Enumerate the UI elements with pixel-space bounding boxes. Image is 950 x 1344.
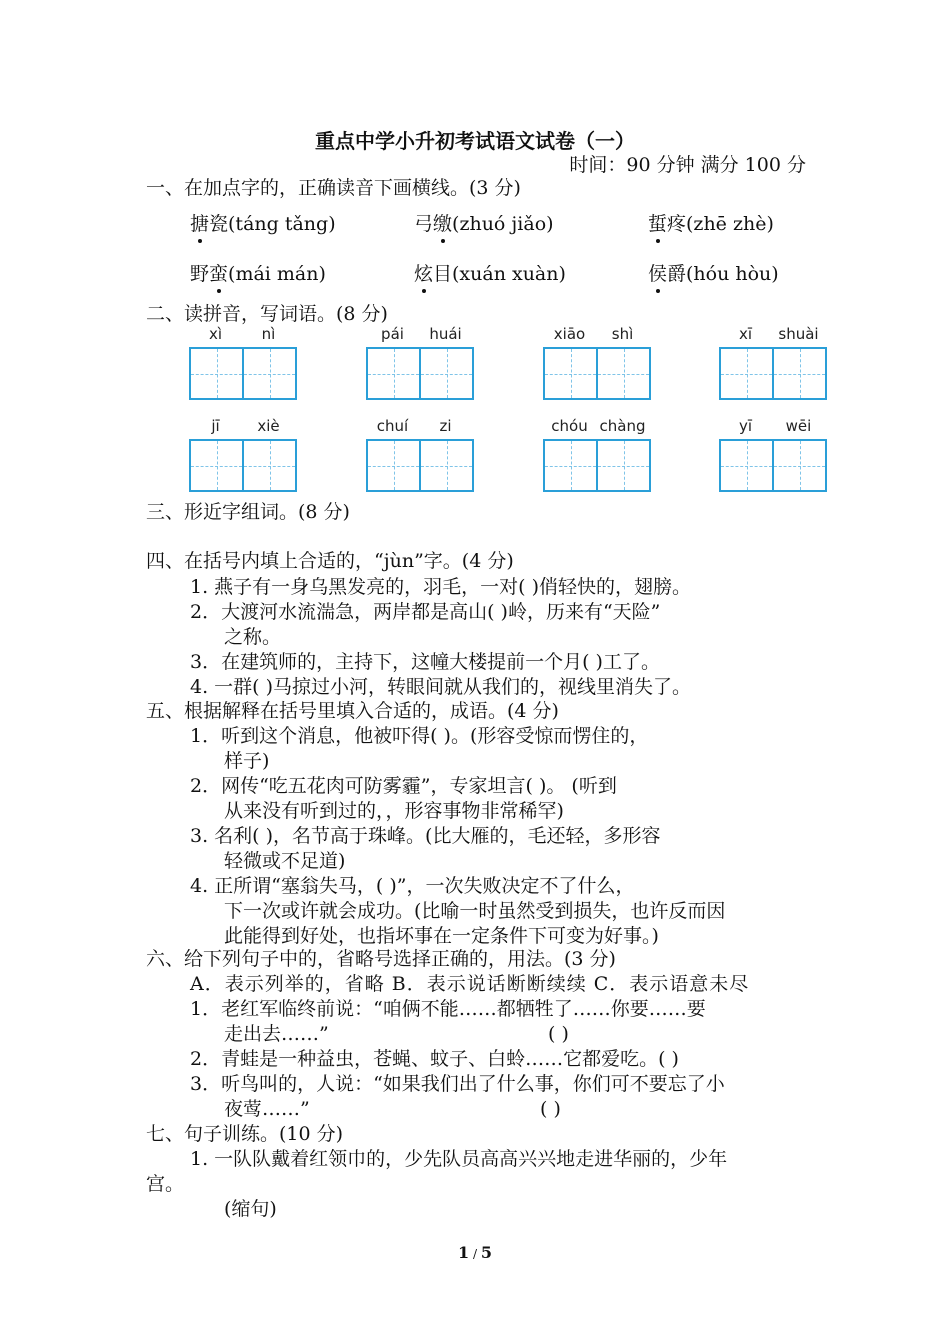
- pinyin-syllable: xiè: [257, 417, 280, 435]
- question-line: 3．听鸟叫的，人说：“如果我们出了什么事，你们可不要忘了小: [190, 1073, 725, 1095]
- pinyin-syllable: xī: [738, 325, 753, 343]
- pinyin-syllable: nì: [261, 325, 276, 343]
- pinyin-syllable: huái: [429, 325, 462, 343]
- question-line: (缩句): [224, 1198, 277, 1220]
- pinyin-choice-4: 野蛮(mái mán): [190, 263, 326, 285]
- pinyin-choice-6: 侯爵(hóu hòu): [648, 263, 779, 285]
- writing-grid[interactable]: [543, 347, 651, 400]
- section-5-heading: 五、根据解释在括号里填入合适的，成语。(4 分): [146, 700, 559, 722]
- question-line: 2．大渡河水流湍急，两岸都是高山( )岭，历来有“天险”: [190, 601, 661, 623]
- writing-grid[interactable]: [543, 439, 651, 492]
- section-2-heading: 二、读拼音，写词语。(8 分): [146, 303, 388, 325]
- answer-blank[interactable]: ( ): [548, 1023, 569, 1045]
- pinyin-choice-5: 炫目(xuán xuàn): [414, 263, 566, 285]
- question-line: 夜莺……”: [224, 1098, 310, 1120]
- section-3-heading: 三、形近字组词。(8 分): [146, 501, 350, 523]
- question-line: 2．青蛙是一种益虫，苍蝇、蚊子、白蛉……它都爱吃。( ): [190, 1048, 679, 1070]
- question-line: 之称。: [224, 626, 282, 648]
- question-line: 宫。: [146, 1173, 185, 1195]
- question-line: 1. 燕子有一身乌黑发亮的，羽毛，一对( )俏轻快的，翅膀。: [190, 576, 692, 598]
- question-line: 从来没有听到过的，，形容事物非常稀罕): [224, 800, 564, 822]
- pinyin-syllable: pái: [381, 325, 404, 343]
- pinyin-syllable: shuài: [778, 325, 819, 343]
- writing-grid[interactable]: [189, 347, 297, 400]
- pinyin-syllable: chóu: [551, 417, 588, 435]
- question-line: 1．听到这个消息，他被吓得( )。(形容受惊而愣住的，: [190, 725, 649, 747]
- page-title: 重点中学小升初考试语文试卷（一）: [315, 129, 635, 153]
- page-number: 1 / 5: [458, 1243, 492, 1262]
- writing-grid[interactable]: [719, 439, 827, 492]
- question-line: 2．网传“吃五花肉可防雾霾”，专家坦言( )。 (听到: [190, 775, 617, 797]
- pinyin-syllable: chàng: [599, 417, 646, 435]
- answer-blank[interactable]: ( ): [540, 1098, 561, 1120]
- pinyin-choice-2: 弓缴(zhuó jiǎo): [414, 213, 554, 235]
- question-line: 3. 名利( )，名节高于珠峰。(比大雁的，毛还轻，多形容: [190, 825, 661, 847]
- pinyin-syllable: shì: [611, 325, 634, 343]
- writing-grid[interactable]: [366, 347, 474, 400]
- pinyin-syllable: chuí: [376, 417, 409, 435]
- question-line: 此能得到好处，也指坏事在一定条件下可变为好事。): [224, 925, 659, 947]
- question-line: 4. 正所谓“塞翁失马，( )”，一次失败决定不了什么，: [190, 875, 635, 897]
- pinyin-choice-1: 搪瓷(táng tǎng): [190, 213, 336, 235]
- question-line: 1．老红军临终前说：“咱俩不能……都牺牲了……你要……要: [190, 998, 706, 1020]
- writing-grid[interactable]: [719, 347, 827, 400]
- pinyin-syllable: yī: [738, 417, 753, 435]
- question-line: 走出去……”: [224, 1023, 329, 1045]
- question-line: 4. 一群( )马掠过小河，转眼间就从我们的，视线里消失了。: [190, 676, 692, 698]
- pinyin-choice-3: 蜇疼(zhē zhè): [648, 213, 774, 235]
- question-line: 轻微或不足道): [224, 850, 346, 872]
- pinyin-syllable: wēi: [785, 417, 812, 435]
- question-line: 1. 一队队戴着红领巾的，少先队员高高兴兴地走进华丽的，少年: [190, 1148, 728, 1170]
- writing-grid[interactable]: [366, 439, 474, 492]
- question-line: 样子): [224, 750, 270, 772]
- answer-options: A．表示列举的，省略 B．表示说话断断续续 C．表示语意未尽: [190, 973, 750, 995]
- pinyin-syllable: jī: [211, 417, 220, 435]
- writing-grid[interactable]: [189, 439, 297, 492]
- pinyin-syllable: xiāo: [553, 325, 586, 343]
- section-7-heading: 七、句子训练。(10 分): [146, 1123, 344, 1145]
- section-4-heading: 四、在括号内填上合适的，“jùn”字。(4 分): [146, 550, 514, 572]
- section-1-heading: 一、在加点字的，正确读音下画横线。(3 分): [146, 177, 521, 199]
- exam-meta: 时间：90 分钟 满分 100 分: [569, 154, 806, 176]
- question-line: 3．在建筑师的，主持下，这幢大楼提前一个月( )工了。: [190, 651, 660, 673]
- question-line: 下一次或许就会成功。(比喻一时虽然受到损失，也许反而因: [224, 900, 726, 922]
- pinyin-syllable: zi: [439, 417, 452, 435]
- pinyin-syllable: xì: [208, 325, 223, 343]
- section-6-heading: 六、给下列句子中的，省略号选择正确的，用法。(3 分): [146, 948, 616, 970]
